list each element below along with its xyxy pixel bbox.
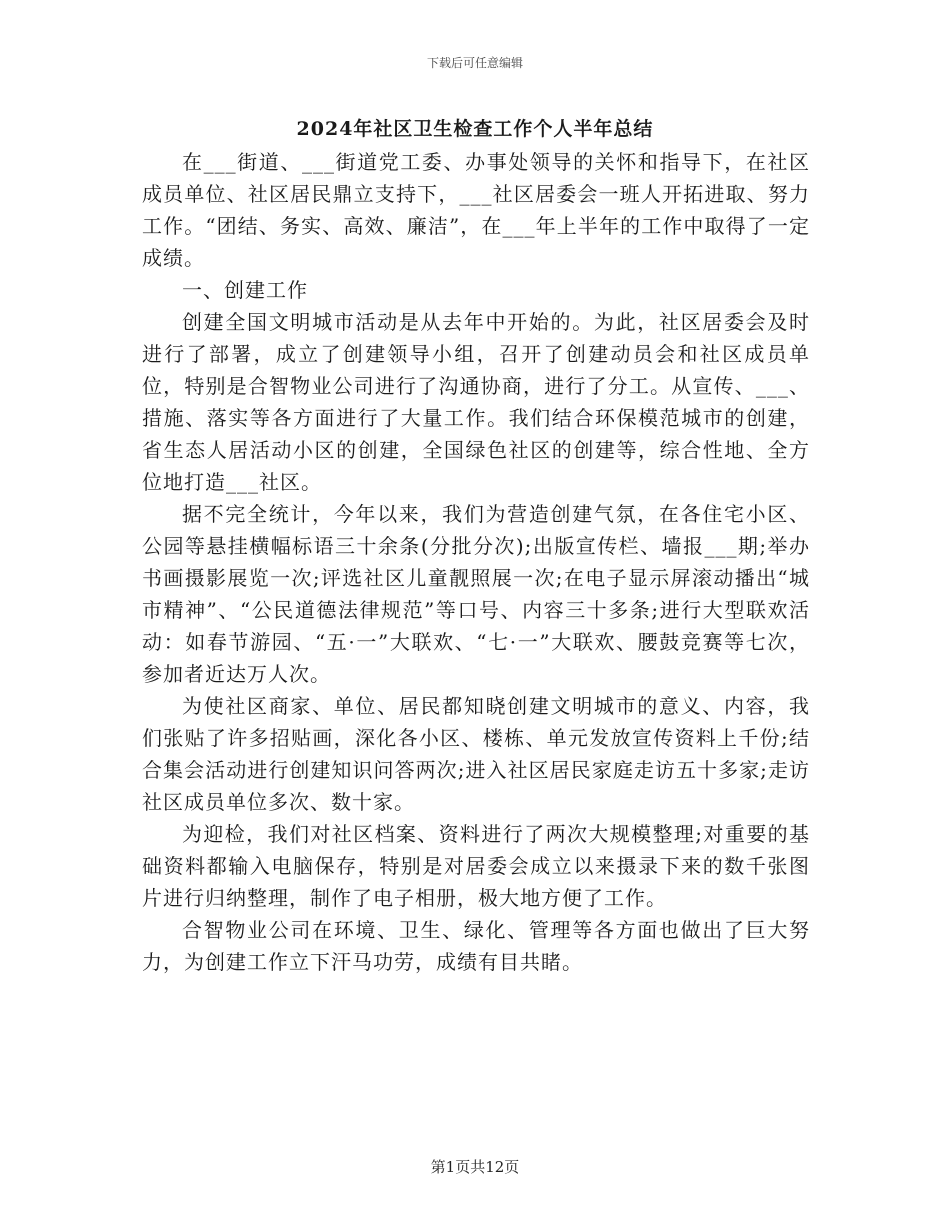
paragraph-intro: 在___街道、___街道党工委、办事处领导的关怀和指导下，在社区成员单位、社区居民鼎立支持下，___社区居委会一班人开拓进取、努力工作。“团结、务实、高效、廉洁”，在___年上半年的工作中取得了一定成绩。 bbox=[142, 150, 810, 270]
section-heading-1: 一、创建工作 bbox=[182, 278, 308, 302]
document-title: 2024年社区卫生检查工作个人半年总结 bbox=[296, 118, 654, 140]
paragraph: 为迎检，我们对社区档案、资料进行了两次大规模整理;对重要的基础资料都输入电脑保存，特别是对居委会成立以来摄录下来的数千张图片进行归纳整理，制作了电子相册，极大地方便了工作。 bbox=[142, 822, 810, 910]
paragraph: 创建全国文明城市活动是从去年中开始的。为此，社区居委会及时进行了部署，成立了创建领导小组，召开了创建动员会和社区成员单位，特别是合智物业公司进行了沟通协商，进行了分工。从宣传、___、措施、落实等各方面进行了大量工作。我们结合环保模范城市的创建，省生态人居活动小区的创建，全国绿色社区的创建等，综合性地、全方位地打造___社区。 bbox=[142, 310, 810, 494]
document-body bbox=[142, 146, 810, 978]
paragraph: 为使社区商家、单位、居民都知晓创建文明城市的意义、内容，我们张贴了许多招贴画，深化各小区、楼栋、单元发放宣传资料上千份;结合集会活动进行创建知识问答两次;进入社区居民家庭走访五十多家;走访社区成员单位多次、数十家。 bbox=[142, 694, 810, 814]
page-number: 第1页共12页 bbox=[430, 1158, 520, 1176]
header-note: 下载后可任意编辑 bbox=[426, 56, 523, 70]
paragraph: 据不完全统计，今年以来，我们为营造创建气氛，在各住宅小区、公园等悬挂横幅标语三十余条(分批分次);出版宣传栏、墙报___期;举办书画摄影展览一次;评选社区儿童靓照展一次;在电子显示屏滚动播出“城市精神”、“公民道德法律规范”等口号、内容三十多条;进行大型联欢活动：如春节游园、“五·一”大联欢、“七·一”大联欢、腰鼓竞赛等七次，参加者近达万人次。 bbox=[142, 502, 810, 686]
paragraph: 合智物业公司在环境、卫生、绿化、管理等各方面也做出了巨大努力，为创建工作立下汗马功劳，成绩有目共睹。 bbox=[142, 918, 810, 974]
